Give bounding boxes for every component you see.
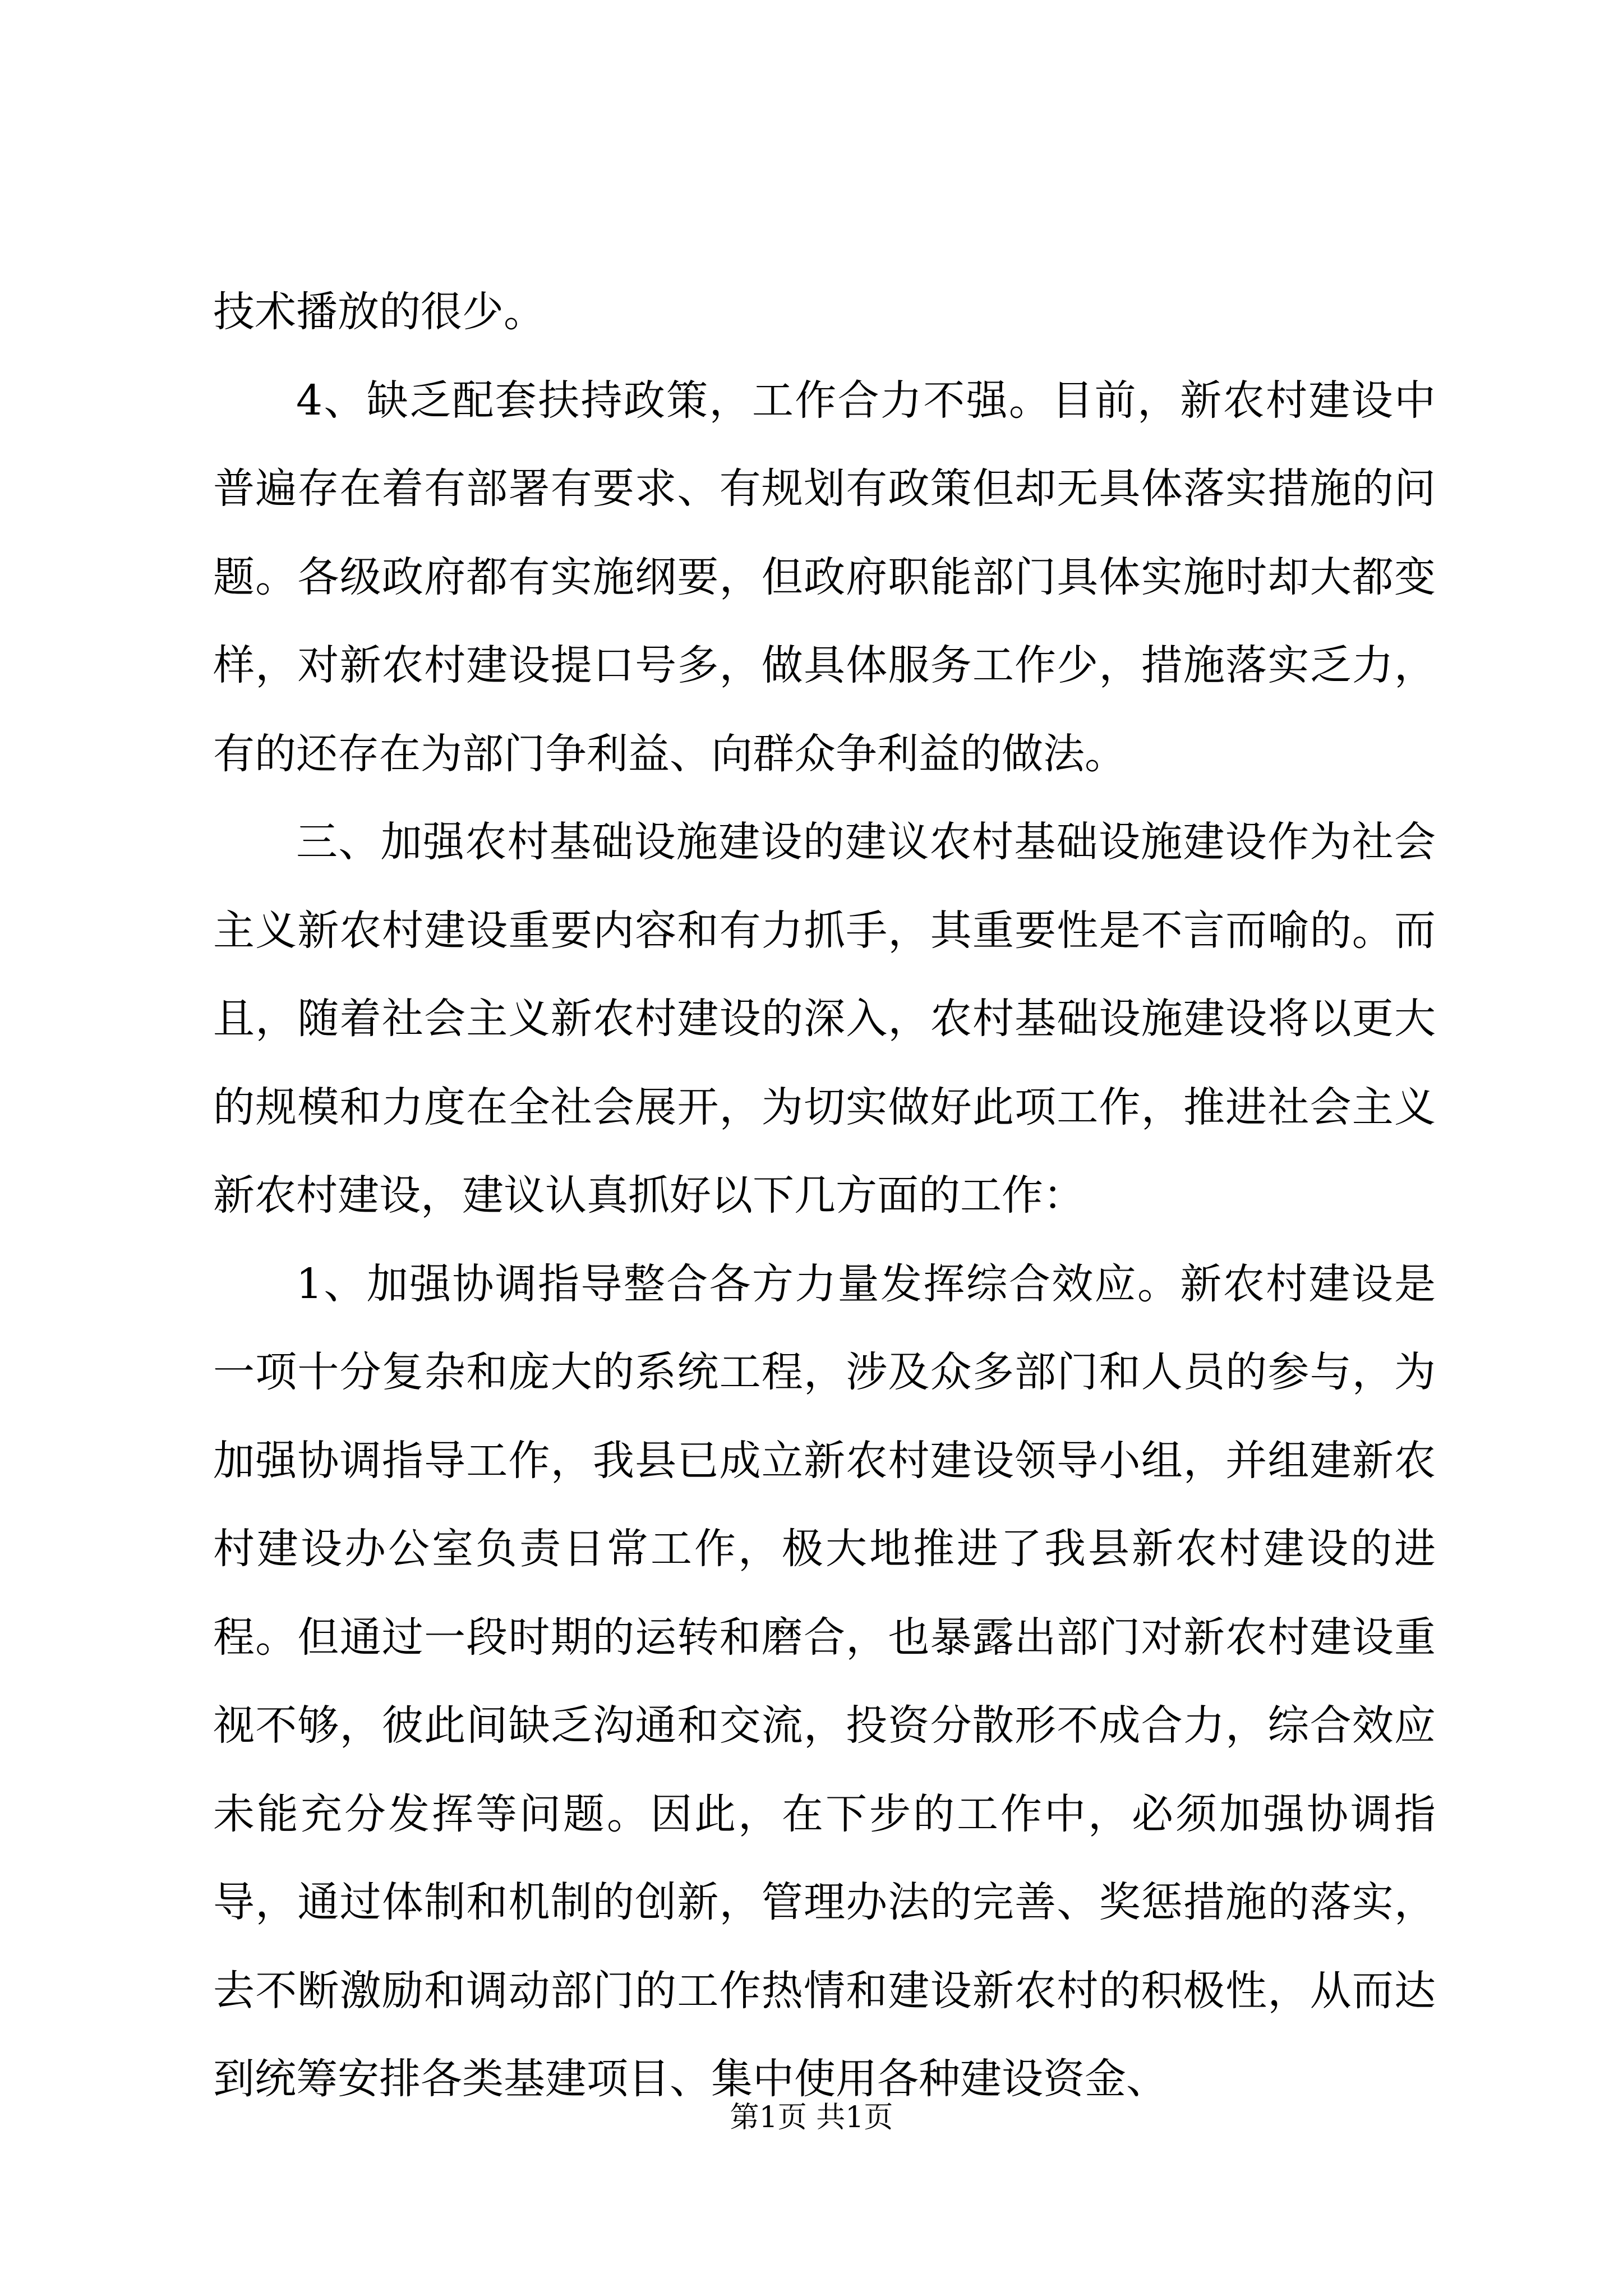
paragraph-2: 4、缺乏配套扶持政策，工作合力不强。目前，新农村建设中普遍存在着有部署有要求、有规划有政策但却无具体落实措施的问题。各级政府都有实施纲要，但政府职能部门具体实施时却大都变样，对新农村建设提口号多，做具体服务工作少，措施落实乏力，有的还存在为部门争利益、向群众争利益的做法。 (213, 376, 1436, 778)
paragraph-3: 三、加强农村基础设施建设的建议农村基础设施建设作为社会主义新农村建设重要内容和有力抓手，其重要性是不言而喻的。而且，随着社会主义新农村建设的深入，农村基础设施建设将以更大的规模和力度在全社会展开，为切实做好此项工作，推进社会主义新农村建设，建议认真抓好以下几方面的工作： (213, 818, 1436, 1220)
paragraph-4: 1、加强协调指导整合各方力量发挥综合效应。新农村建设是一项十分复杂和庞大的系统工程，涉及众多部门和人员的参与，为加强协调指导工作，我县已成立新农村建设领导小组，并组建新农村建设办公室负责日常工作，极大地推进了我县新农村建设的进程。但通过一段时期的运转和磨合，也暴露出部门对新农村建设重视不够，彼此间缺乏沟通和交流，投资分散形不成合力，综合效应未能充分发挥等问题。因此，在下步的工作中，必须加强协调指导，通过体制和机制的创新，管理办法的完善、奖惩措施的落实，去不断激励和调动部门的工作热情和建设新农村的积极性，从而达到统筹安排各类基建项目、集中使用各种建设资金、 (213, 1259, 1436, 2103)
paragraph-1: 技术播放的很少。 (213, 288, 545, 336)
page-footer: 第1页 共1页 (730, 2101, 893, 2134)
document-body (213, 268, 1436, 2124)
